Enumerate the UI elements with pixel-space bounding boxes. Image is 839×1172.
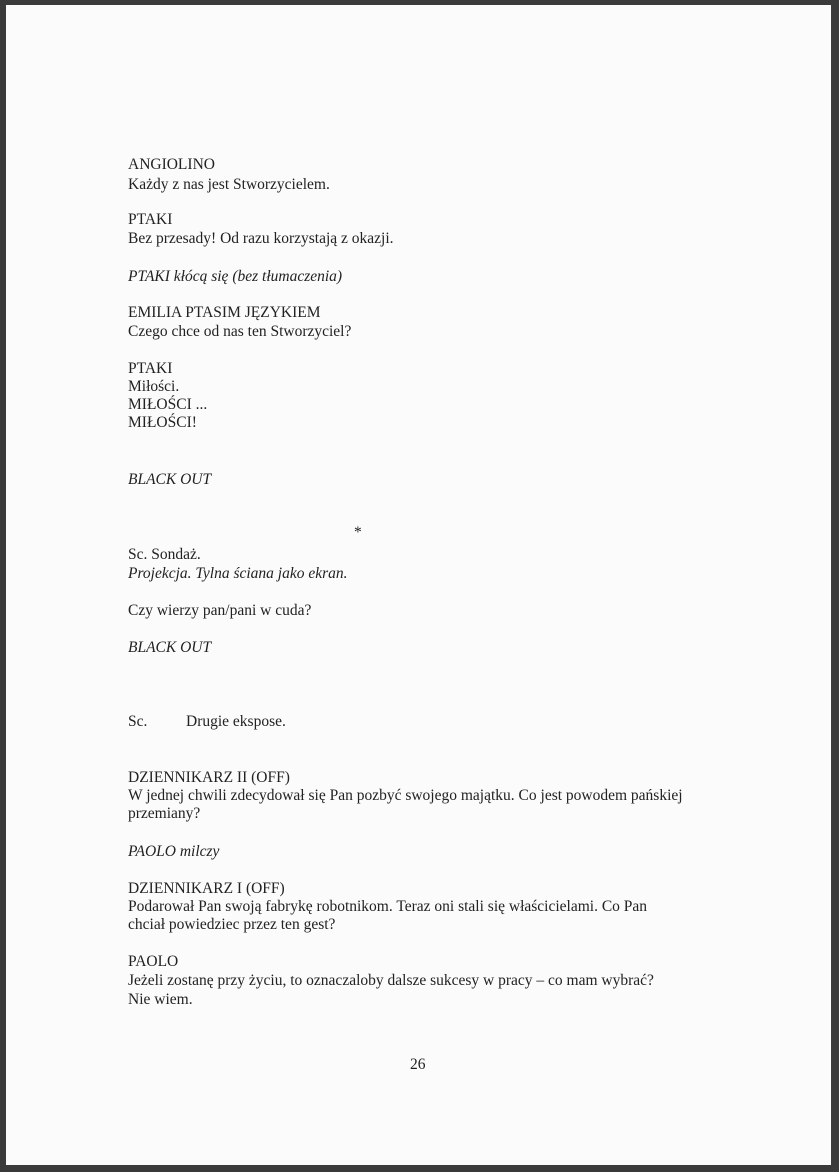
dialogue-line: Jeżeli zostanę przy życiu, to oznaczaloby dalsze sukcesy w pracy – co mam wybrać? — [128, 972, 654, 989]
dialogue-line: MIŁOŚCI! — [128, 414, 197, 431]
scene-prefix: Sc. — [128, 713, 148, 730]
dialogue-line: chciał powiedziec przez ten gest? — [128, 916, 336, 933]
scene-separator: * — [354, 524, 362, 541]
dialogue-line: przemiany? — [128, 805, 201, 822]
scene-title: Drugie ekspose. — [186, 713, 286, 730]
blackout-direction: BLACK OUT — [128, 639, 212, 656]
speaker-ptaki: PTAKI — [128, 360, 173, 377]
question-line: Czy wierzy pan/pani w cuda? — [128, 602, 312, 619]
speaker-dziennikarz-1: DZIENNIKARZ I (OFF) — [128, 880, 285, 897]
document-page — [6, 5, 831, 1165]
dialogue-line: Nie wiem. — [128, 991, 193, 1008]
blackout-direction: BLACK OUT — [128, 471, 212, 488]
dialogue-line: Miłości. — [128, 378, 180, 395]
dialogue-line: Każdy z nas jest Stworzycielem. — [128, 176, 330, 193]
speaker-emilia: EMILIA PTASIM JĘZYKIEM — [128, 304, 321, 321]
dialogue-line: W jednej chwili zdecydował się Pan pozbyć swojego majątku. Co jest powodem pańskiej — [128, 787, 683, 804]
speaker-angiolino: ANGIOLINO — [128, 156, 215, 173]
scene-title: Sc. Sondaż. — [128, 546, 201, 563]
dialogue-line: MIŁOŚCI ... — [128, 396, 208, 413]
stage-direction: Projekcja. Tylna ściana jako ekran. — [128, 565, 348, 582]
speaker-paolo: PAOLO — [128, 953, 179, 970]
speaker-dziennikarz-2: DZIENNIKARZ II (OFF) — [128, 769, 290, 786]
dialogue-line: Podarował Pan swoją fabrykę robotnikom. Teraz oni stali się właścicielami. Co Pan — [128, 898, 648, 915]
page-number: 26 — [410, 1056, 426, 1073]
stage-direction: PAOLO milczy — [128, 843, 220, 860]
speaker-ptaki: PTAKI — [128, 211, 173, 228]
stage-direction: PTAKI kłócą się (bez tłumaczenia) — [128, 268, 343, 285]
dialogue-line: Bez przesady! Od razu korzystają z okazji. — [128, 230, 394, 247]
dialogue-line: Czego chce od nas ten Stworzyciel? — [128, 323, 352, 340]
